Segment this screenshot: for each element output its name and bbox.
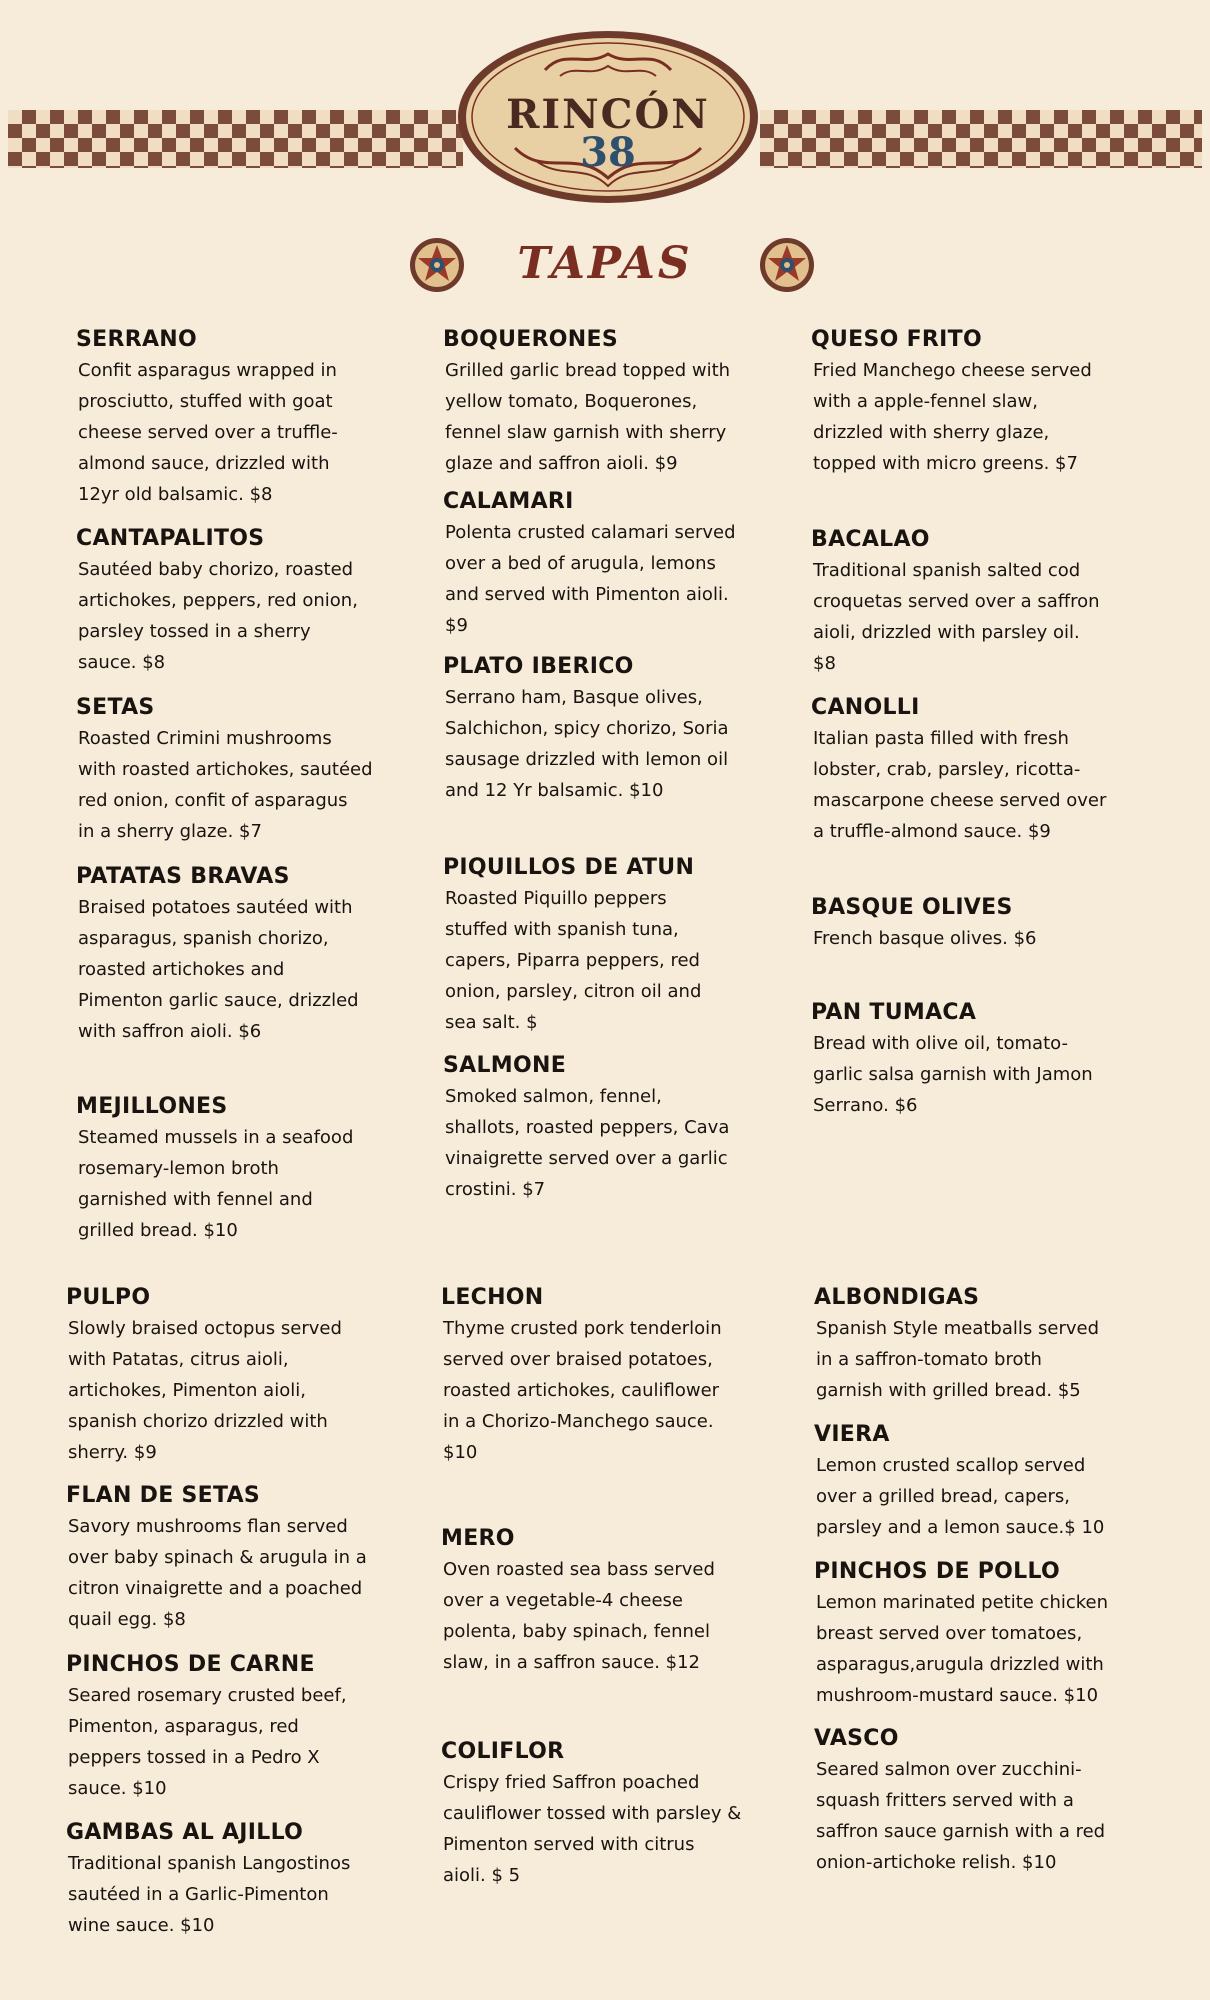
menu-item	[443, 325, 773, 479]
checkered-band-right	[760, 110, 1202, 168]
item-description: Serrano ham, Basque olives, Salchichon, spicy chorizo, Soria sausage drizzled with lemon oil and 12 Yr balsamic. $10	[445, 687, 729, 801]
menu-item	[66, 1283, 396, 1468]
menu-item	[811, 893, 1141, 954]
item-name: CALAMARI	[443, 489, 574, 514]
item-description: Traditional spanish Langostinos sautéed in a Garlic-Pimenton wine sauce. $10	[68, 1853, 351, 1936]
item-description: Confit asparagus wrapped in prosciutto, stuffed with goat cheese served over a truffle- almond sauce, drizzled with 12yr old balsamic. $8	[78, 360, 338, 505]
item-description: Roasted Crimini mushrooms with roasted artichokes, sautéed red onion, confit of asparagus in a sherry glaze. $7	[78, 728, 373, 842]
item-description: Polenta crusted calamari served over a bed of arugula, lemons and served with Pimenton aioli. $9	[445, 522, 736, 636]
item-description: Oven roasted sea bass served over a vegetable-4 cheese polenta, baby spinach, fennel slaw, in a saffron sauce. $12	[443, 1559, 715, 1673]
restaurant-logo	[455, 28, 761, 206]
item-description: Thyme crusted pork tenderloin served over braised potatoes, roasted artichokes, cauliflower in a Chorizo-Manchego sauce. $10	[443, 1318, 722, 1463]
item-description: Lemon crusted scallop served over a grilled bread, capers, parsley and a lemon sauce.$ 10	[816, 1455, 1105, 1538]
menu-item	[443, 487, 773, 641]
item-name: CANOLLI	[811, 695, 920, 720]
item-description: Braised potatoes sautéed with asparagus, spanish chorizo, roasted artichokes and Pimenton garlic sauce, drizzled with saffron aioli. $6	[78, 897, 359, 1042]
item-name: PINCHOS DE CARNE	[66, 1652, 315, 1677]
menu-item	[443, 652, 773, 806]
item-name: COLIFLOR	[441, 1739, 565, 1764]
item-name: ALBONDIGAS	[814, 1285, 980, 1310]
logo-word: RINCÓN	[506, 91, 710, 138]
menu-item	[814, 1724, 1144, 1878]
item-name: PATATAS BRAVAS	[76, 864, 290, 889]
item-name: BACALAO	[811, 527, 930, 552]
item-description: Crispy fried Saffron poached cauliflower tossed with parsley & Pimenton served with citrus aioli. $ 5	[443, 1772, 742, 1886]
item-name: BASQUE OLIVES	[811, 895, 1013, 920]
item-name: CANTAPALITOS	[76, 526, 265, 551]
menu-item	[66, 1650, 396, 1804]
item-name: MERO	[441, 1526, 515, 1551]
item-name: SALMONE	[443, 1053, 567, 1078]
menu-item	[66, 1481, 396, 1635]
item-name: PIQUILLOS DE ATUN	[443, 855, 695, 880]
logo-number: 38	[580, 129, 636, 176]
item-name: GAMBAS AL AJILLO	[66, 1820, 304, 1845]
menu-item	[814, 1420, 1144, 1543]
item-name: SETAS	[76, 695, 155, 720]
item-description: Steamed mussels in a seafood rosemary-lemon broth garnished with fennel and grilled bread. $10	[78, 1127, 354, 1241]
menu-item	[441, 1737, 771, 1891]
item-description: Roasted Piquillo peppers stuffed with spanish tuna, capers, Piparra peppers, red onion, parsley, citron oil and sea salt. $	[445, 888, 702, 1033]
item-name: PULPO	[66, 1285, 151, 1310]
item-name: PLATO IBERICO	[443, 654, 634, 679]
item-description: Grilled garlic bread topped with yellow tomato, Boquerones, fennel slaw garnish with sherry glaze and saffron aioli. $9	[445, 360, 731, 474]
item-description: Seared rosemary crusted beef, Pimenton, asparagus, red peppers tossed in a Pedro X sauce. $10	[68, 1685, 347, 1799]
item-description: Smoked salmon, fennel, shallots, roasted peppers, Cava vinaigrette served over a garlic crostini. $7	[445, 1086, 730, 1200]
menu-item	[811, 998, 1141, 1121]
item-description: Slowly braised octopus served with Patatas, citrus aioli, artichokes, Pimenton aioli, spanish chorizo drizzled with sherry. $9	[68, 1318, 342, 1463]
menu-item	[811, 693, 1141, 847]
item-description: Spanish Style meatballs served in a saffron-tomato broth garnish with grilled bread. $5	[816, 1318, 1099, 1401]
menu-item	[443, 1051, 773, 1205]
item-name: FLAN DE SETAS	[66, 1483, 261, 1508]
item-description: Savory mushrooms flan served over baby spinach & arugula in a citron vinaigrette and a poached quail egg. $8	[68, 1516, 367, 1630]
rosette-ornament-left	[408, 236, 466, 294]
menu-item	[441, 1524, 771, 1678]
menu-item	[76, 693, 406, 847]
menu-item	[814, 1557, 1144, 1711]
section-title: TAPAS	[517, 238, 693, 289]
item-description: Bread with olive oil, tomato- garlic salsa garnish with Jamon Serrano. $6	[813, 1033, 1093, 1116]
menu-item	[76, 325, 406, 510]
item-name: SERRANO	[76, 327, 197, 352]
item-description: Seared salmon over zucchini- squash fritters served with a saffron sauce garnish with a red onion-artichoke relish. $10	[816, 1759, 1106, 1873]
item-name: PAN TUMACA	[811, 1000, 977, 1025]
menu-item	[66, 1818, 396, 1941]
item-name: LECHON	[441, 1285, 544, 1310]
checkered-band-left	[8, 110, 463, 168]
menu-item	[811, 325, 1141, 479]
menu-item	[441, 1283, 771, 1468]
item-description: Italian pasta filled with fresh lobster, crab, parsley, ricotta- mascarpone cheese served over a truffle-almond sauce. $9	[813, 728, 1107, 842]
menu-item	[76, 862, 406, 1047]
item-name: MEJILLONES	[76, 1094, 228, 1119]
item-description: French basque olives. $6	[813, 928, 1037, 949]
item-description: Sautéed baby chorizo, roasted artichokes, peppers, red onion, parsley tossed in a sherry sauce. $8	[78, 559, 358, 673]
item-description: Traditional spanish salted cod croquetas served over a saffron aioli, drizzled with parsley oil. $8	[813, 560, 1100, 674]
item-name: VASCO	[814, 1726, 899, 1751]
menu-item	[76, 1092, 406, 1246]
item-name: VIERA	[814, 1422, 890, 1447]
item-description: Fried Manchego cheese served with a apple-fennel slaw, drizzled with sherry glaze, topped with micro greens. $7	[813, 360, 1092, 474]
menu-item	[76, 524, 406, 678]
menu-item	[814, 1283, 1144, 1406]
item-name: PINCHOS DE POLLO	[814, 1559, 1061, 1584]
rosette-ornament-right	[758, 236, 816, 294]
item-description: Lemon marinated petite chicken breast served over tomatoes, asparagus,arugula drizzled with mushroom-mustard sauce. $10	[816, 1592, 1109, 1706]
menu-item	[811, 525, 1141, 679]
item-name: BOQUERONES	[443, 327, 618, 352]
menu-item	[443, 853, 773, 1038]
item-name: QUESO FRITO	[811, 327, 982, 352]
